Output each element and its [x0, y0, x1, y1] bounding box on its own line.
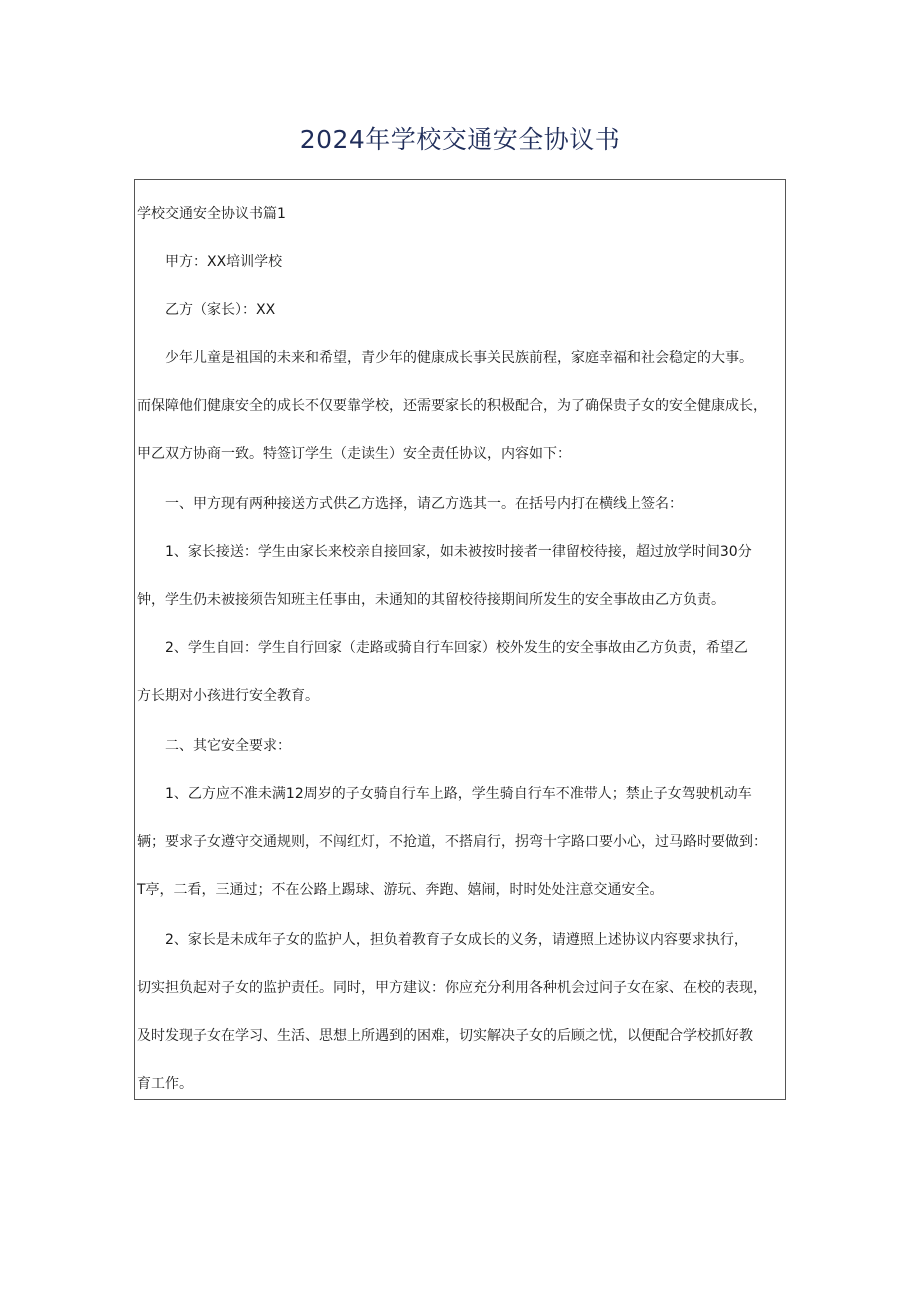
party-b-line: 乙方（家长）：XX — [165, 302, 276, 318]
document-title: 2024年学校交通安全协议书 — [299, 125, 621, 154]
paragraph-line: 少年儿童是祖国的未来和希望，青少年的健康成长事关民族前程，家庭幸福和社会稳定的大事。 — [165, 350, 753, 366]
clause-line: T亭，二看，三通过；不在公路上踢球、游玩、奔跑、嬉闹，时时处处注意交通安全。 — [137, 882, 664, 898]
section-one-heading: 一、甲方现有两种接送方式供乙方选择，请乙方选其一。在括号内打在横线上签名： — [165, 496, 683, 512]
section-heading: 学校交通安全协议书篇1 — [137, 206, 286, 222]
clause-line: 2、学生自回：学生自行回家（走路或骑自行车回家）校外发生的安全事故由乙方负责，希望乙 — [165, 640, 748, 656]
clause-line: 1、家长接送：学生由家长来校亲自接回家，如未被按时接者一律留校待接，超过放学时间30分 — [165, 544, 752, 560]
clause-line: 2、家长是未成年子女的监护人，担负着教育子女成长的义务，请遵照上述协议内容要求执行， — [165, 932, 748, 948]
clause-line: 育工作。 — [137, 1076, 193, 1092]
paragraph-line: 甲乙双方协商一致。特签订学生（走读生）安全责任协议，内容如下： — [137, 446, 571, 462]
clause-line: 钟，学生仍未被接须告知班主任事由，未通知的其留校待接期间所发生的安全事故由乙方负责。 — [137, 592, 725, 608]
clause-line: 辆；要求子女遵守交通规则，不闯红灯，不抢道，不搭肩行，拐弯十字路口要小心，过马路时要做到： — [137, 834, 767, 850]
document-body-frame — [134, 179, 786, 1100]
clause-line: 及时发现子女在学习、生活、思想上所遇到的困难，切实解决子女的后顾之忧，以便配合学校抓好教 — [137, 1028, 753, 1044]
paragraph-line: 而保障他们健康安全的成长不仅要靠学校，还需要家长的积极配合，为了确保贵子女的安全健康成长， — [137, 398, 767, 414]
party-a-line: 甲方：XX培训学校 — [165, 254, 283, 270]
section-two-heading: 二、其它安全要求： — [165, 738, 291, 754]
clause-line: 方长期对小孩进行安全教育。 — [137, 688, 319, 704]
clause-line: 切实担负起对子女的监护责任。同时，甲方建议：你应充分利用各种机会过问子女在家、在校的表现， — [137, 980, 767, 996]
clause-line: 1、乙方应不准未满12周岁的子女骑自行车上路，学生骑自行车不准带人；禁止子女驾驶机动车 — [165, 786, 752, 802]
